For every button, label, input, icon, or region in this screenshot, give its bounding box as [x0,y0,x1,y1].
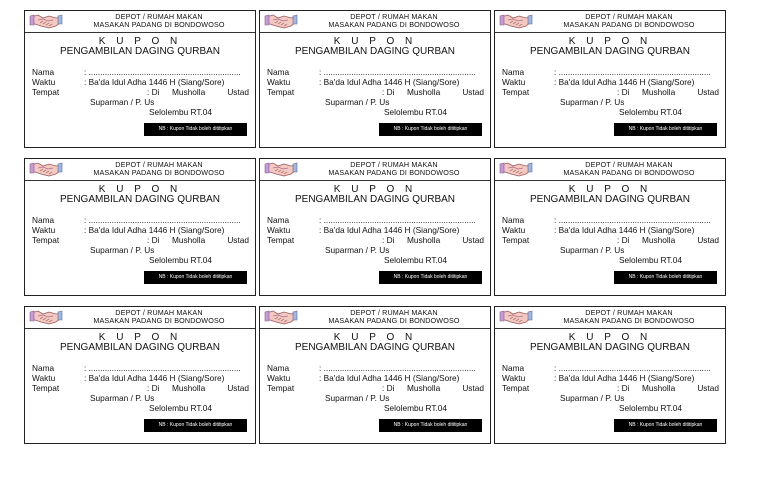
waktu-value: : Ba'da Idul Adha 1446 H (Siang/Sore) [84,77,225,87]
tempat-di: : Di [382,383,395,393]
coupon-header [260,307,490,329]
coupon-title: K U P O N [568,36,652,47]
coupon-subtitle: PENGAMBILAN DAGING QURBAN [529,342,691,353]
tempat-di: : Di [382,235,395,245]
coupon-header [25,159,255,181]
handshake-icon [499,160,533,179]
tempat-musholla: Musholla [172,383,206,393]
coupon-card [24,10,256,148]
waktu-label: Waktu [502,77,526,87]
tempat-selolembu: Selolembu RT.04 [384,255,448,265]
tempat-musholla: Musholla [172,235,206,245]
tempat-selolembu: Selolembu RT.04 [149,403,213,413]
coupon-subtitle: PENGAMBILAN DAGING QURBAN [294,194,456,205]
coupon-title: K U P O N [568,332,652,343]
nama-field[interactable]: : .................................................................. [319,67,476,77]
waktu-label: Waktu [267,225,291,235]
tempat-suparman: Suparman / P. Us [325,245,390,255]
handshake-icon [29,160,63,179]
tempat-selolembu: Selolembu RT.04 [149,255,213,265]
tempat-suparman: Suparman / P. Us [90,245,155,255]
nama-label: Nama [502,67,525,77]
header-line-1: DEPOT / RUMAH MAKAN [585,308,673,317]
coupon-header [495,11,725,33]
nama-label: Nama [267,215,290,225]
tempat-suparman: Suparman / P. Us [90,393,155,403]
coupon-card [259,306,491,444]
tempat-musholla: Musholla [407,87,441,97]
tempat-suparman: Suparman / P. Us [325,97,390,107]
coupon-subtitle: PENGAMBILAN DAGING QURBAN [294,46,456,57]
waktu-value: : Ba'da Idul Adha 1446 H (Siang/Sore) [319,225,460,235]
coupon-header [25,307,255,329]
tempat-ustad: Ustad [462,383,484,393]
nb-note: NB : Kupon Tidak boleh dititipkan [144,271,247,284]
waktu-label: Waktu [502,225,526,235]
tempat-selolembu: Selolembu RT.04 [619,403,683,413]
tempat-suparman: Suparman / P. Us [560,393,625,403]
header-line-1: DEPOT / RUMAH MAKAN [350,308,438,317]
tempat-musholla: Musholla [407,383,441,393]
tempat-ustad: Ustad [462,235,484,245]
tempat-di: : Di [147,235,160,245]
tempat-ustad: Ustad [697,383,719,393]
tempat-suparman: Suparman / P. Us [90,97,155,107]
tempat-label: Tempat [267,383,295,393]
coupon-card [24,158,256,296]
waktu-label: Waktu [32,373,56,383]
waktu-value: : Ba'da Idul Adha 1446 H (Siang/Sore) [84,373,225,383]
coupon-title: K U P O N [98,184,182,195]
nb-note: NB : Kupon Tidak boleh dititipkan [379,123,482,136]
header-line-2: MASAKAN PADANG DI BONDOWOSO [563,168,695,177]
tempat-musholla: Musholla [642,87,676,97]
tempat-ustad: Ustad [697,87,719,97]
coupon-subtitle: PENGAMBILAN DAGING QURBAN [59,46,221,57]
coupon-title: K U P O N [333,184,417,195]
coupon-header [25,11,255,33]
tempat-label: Tempat [32,87,60,97]
nama-field[interactable]: : .................................................................. [84,67,241,77]
tempat-label: Tempat [32,235,60,245]
coupon-card [259,158,491,296]
coupon-card [494,306,726,444]
tempat-suparman: Suparman / P. Us [560,245,625,255]
nb-note: NB : Kupon Tidak boleh dititipkan [614,419,717,432]
waktu-label: Waktu [267,373,291,383]
tempat-label: Tempat [502,87,530,97]
nb-note: NB : Kupon Tidak boleh dititipkan [614,123,717,136]
header-line-1: DEPOT / RUMAH MAKAN [115,160,203,169]
header-line-2: MASAKAN PADANG DI BONDOWOSO [563,20,695,29]
header-line-2: MASAKAN PADANG DI BONDOWOSO [93,20,225,29]
coupon-card [259,10,491,148]
coupon-header [260,159,490,181]
nb-note: NB : Kupon Tidak boleh dititipkan [379,271,482,284]
nb-note: NB : Kupon Tidak boleh dititipkan [379,419,482,432]
handshake-icon [264,308,298,327]
handshake-icon [499,308,533,327]
tempat-label: Tempat [32,383,60,393]
nama-field[interactable]: : .................................................................. [319,363,476,373]
waktu-value: : Ba'da Idul Adha 1446 H (Siang/Sore) [84,225,225,235]
nb-note: NB : Kupon Tidak boleh dititipkan [144,123,247,136]
tempat-ustad: Ustad [227,383,249,393]
header-line-2: MASAKAN PADANG DI BONDOWOSO [328,20,460,29]
header-line-1: DEPOT / RUMAH MAKAN [115,12,203,21]
nama-label: Nama [502,363,525,373]
coupon-subtitle: PENGAMBILAN DAGING QURBAN [529,194,691,205]
nama-label: Nama [32,67,55,77]
tempat-ustad: Ustad [697,235,719,245]
tempat-musholla: Musholla [642,383,676,393]
coupon-title: K U P O N [98,332,182,343]
header-line-1: DEPOT / RUMAH MAKAN [585,160,673,169]
tempat-ustad: Ustad [227,87,249,97]
tempat-musholla: Musholla [407,235,441,245]
tempat-selolembu: Selolembu RT.04 [619,107,683,117]
tempat-suparman: Suparman / P. Us [325,393,390,403]
coupon-subtitle: PENGAMBILAN DAGING QURBAN [294,342,456,353]
header-line-1: DEPOT / RUMAH MAKAN [115,308,203,317]
tempat-di: : Di [147,383,160,393]
coupon-subtitle: PENGAMBILAN DAGING QURBAN [59,194,221,205]
header-line-1: DEPOT / RUMAH MAKAN [350,160,438,169]
nama-field[interactable]: : .................................................................. [84,215,241,225]
header-line-2: MASAKAN PADANG DI BONDOWOSO [93,168,225,177]
handshake-icon [29,12,63,31]
waktu-value: : Ba'da Idul Adha 1446 H (Siang/Sore) [319,373,460,383]
header-line-2: MASAKAN PADANG DI BONDOWOSO [93,316,225,325]
waktu-value: : Ba'da Idul Adha 1446 H (Siang/Sore) [554,77,695,87]
header-line-1: DEPOT / RUMAH MAKAN [350,12,438,21]
tempat-ustad: Ustad [462,87,484,97]
header-line-2: MASAKAN PADANG DI BONDOWOSO [328,168,460,177]
nama-field[interactable]: : .................................................................. [554,215,711,225]
tempat-selolembu: Selolembu RT.04 [619,255,683,265]
tempat-label: Tempat [502,383,530,393]
nama-label: Nama [502,215,525,225]
tempat-musholla: Musholla [172,87,206,97]
coupon-header [495,307,725,329]
nama-field[interactable]: : .................................................................. [84,363,241,373]
handshake-icon [264,160,298,179]
coupon-title: K U P O N [98,36,182,47]
nama-label: Nama [267,363,290,373]
waktu-label: Waktu [32,77,56,87]
tempat-musholla: Musholla [642,235,676,245]
handshake-icon [499,12,533,31]
handshake-icon [264,12,298,31]
waktu-value: : Ba'da Idul Adha 1446 H (Siang/Sore) [554,225,695,235]
tempat-di: : Di [147,87,160,97]
tempat-selolembu: Selolembu RT.04 [384,107,448,117]
tempat-ustad: Ustad [227,235,249,245]
header-line-1: DEPOT / RUMAH MAKAN [585,12,673,21]
tempat-label: Tempat [267,235,295,245]
tempat-selolembu: Selolembu RT.04 [149,107,213,117]
coupon-card [494,10,726,148]
waktu-value: : Ba'da Idul Adha 1446 H (Siang/Sore) [319,77,460,87]
nama-label: Nama [32,363,55,373]
nama-label: Nama [267,67,290,77]
tempat-di: : Di [382,87,395,97]
header-line-2: MASAKAN PADANG DI BONDOWOSO [563,316,695,325]
handshake-icon [29,308,63,327]
waktu-label: Waktu [32,225,56,235]
coupon-card [24,306,256,444]
tempat-label: Tempat [502,235,530,245]
tempat-selolembu: Selolembu RT.04 [384,403,448,413]
nama-label: Nama [32,215,55,225]
nama-field[interactable]: : .................................................................. [554,67,711,77]
coupon-title: K U P O N [333,332,417,343]
coupon-subtitle: PENGAMBILAN DAGING QURBAN [59,342,221,353]
nb-note: NB : Kupon Tidak boleh dititipkan [614,271,717,284]
coupon-header [260,11,490,33]
coupon-title: K U P O N [568,184,652,195]
tempat-di: : Di [617,383,630,393]
waktu-value: : Ba'da Idul Adha 1446 H (Siang/Sore) [554,373,695,383]
coupon-header [495,159,725,181]
tempat-label: Tempat [267,87,295,97]
coupon-card [494,158,726,296]
nb-note: NB : Kupon Tidak boleh dititipkan [144,419,247,432]
waktu-label: Waktu [267,77,291,87]
nama-field[interactable]: : .................................................................. [554,363,711,373]
header-line-2: MASAKAN PADANG DI BONDOWOSO [328,316,460,325]
coupon-subtitle: PENGAMBILAN DAGING QURBAN [529,46,691,57]
tempat-suparman: Suparman / P. Us [560,97,625,107]
coupon-title: K U P O N [333,36,417,47]
nama-field[interactable]: : .................................................................. [319,215,476,225]
tempat-di: : Di [617,235,630,245]
tempat-di: : Di [617,87,630,97]
waktu-label: Waktu [502,373,526,383]
